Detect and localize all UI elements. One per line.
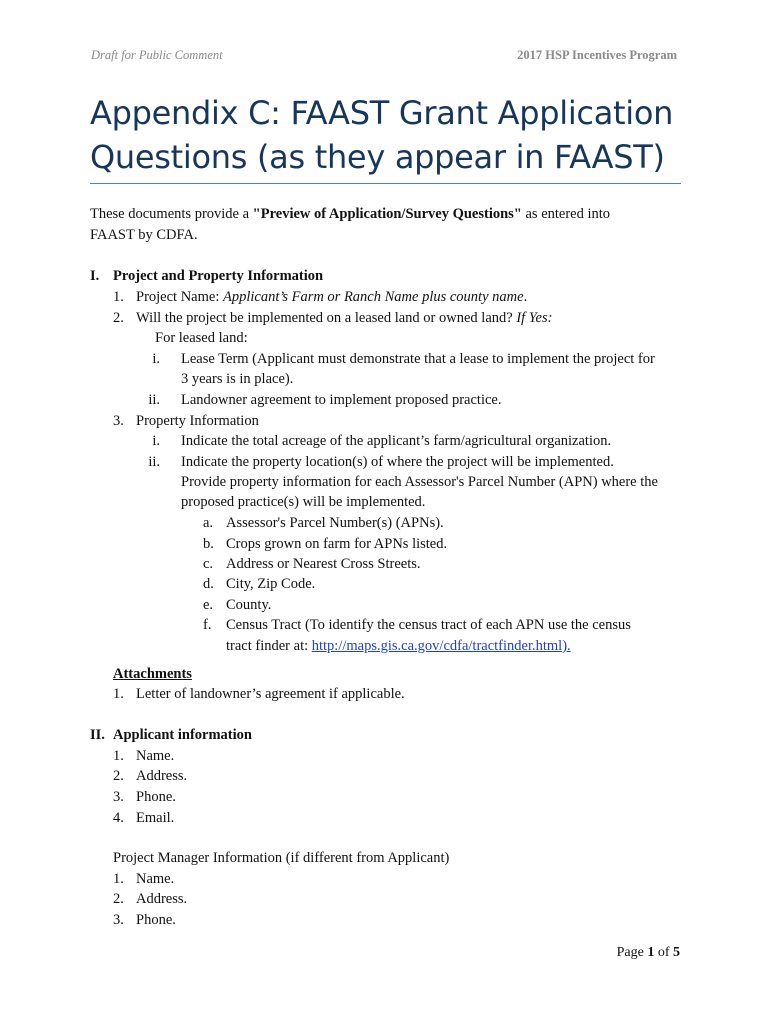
- list-number: 3.: [113, 912, 124, 928]
- list-number: 2.: [113, 768, 124, 784]
- lease-term-text-cont: 3 years is in place).: [181, 371, 294, 387]
- page-label: Page: [616, 945, 648, 960]
- intro-bold-text: "Preview of Application/Survey Questions": [252, 206, 522, 222]
- tract-finder-label: tract finder at:: [226, 638, 312, 654]
- list-number: 1.: [113, 871, 124, 887]
- header-program-label: 2017 HSP Incentives Program: [517, 48, 677, 62]
- list-number: 1.: [113, 686, 124, 702]
- list-number: 1.: [113, 289, 124, 305]
- acreage-text: Indicate the total acreage of the applicant’s farm/agricultural organization.: [181, 433, 612, 449]
- question-italic: If Yes:: [516, 310, 553, 326]
- leased-land-label: For leased land:: [155, 330, 248, 346]
- page-of: of: [654, 945, 673, 960]
- header-draft-label: Draft for Public Comment: [91, 48, 223, 62]
- list-item: Phone.: [136, 789, 176, 805]
- section-1-heading: Project and Property Information: [113, 268, 324, 284]
- question-italic: Applicant’s Farm or Ranch Name plus county name: [222, 289, 524, 305]
- list-number: 1.: [113, 748, 124, 764]
- current-page: 1: [647, 945, 655, 960]
- intro-text: These documents provide a: [90, 206, 253, 222]
- roman-numeral: i.: [152, 433, 160, 449]
- intro-line-2: FAAST by CDFA.: [90, 227, 198, 243]
- list-item: Phone.: [136, 912, 176, 928]
- total-pages: 5: [673, 945, 680, 960]
- property-location-text-cont: Provide property information for each Assessor's Parcel Number (APN) where the: [181, 474, 658, 490]
- title-rule: [90, 183, 681, 184]
- list-item: City, Zip Code.: [226, 576, 316, 592]
- question-period: .: [523, 289, 528, 305]
- property-location-text-cont: proposed practice(s) will be implemented.: [181, 494, 426, 510]
- section-2-heading: Applicant information: [113, 727, 252, 743]
- property-information-label: Property Information: [136, 413, 259, 429]
- tract-finder-link[interactable]: http://maps.gis.ca.gov/cdfa/tractfinder.html).: [311, 638, 571, 654]
- project-manager-heading: Project Manager Information (if different from Applicant): [113, 850, 450, 866]
- list-letter: c.: [203, 556, 214, 572]
- roman-numeral: ii.: [148, 392, 160, 408]
- list-number: 2.: [113, 891, 124, 907]
- question-land-type: [136, 308, 552, 328]
- list-item: Census Tract (To identify the census tract of each APN use the census: [226, 617, 631, 633]
- list-item: Name.: [136, 871, 175, 887]
- landowner-agreement-text: Landowner agreement to implement proposed practice.: [181, 392, 502, 408]
- tract-finder-line: [226, 636, 571, 656]
- list-item: Address or Nearest Cross Streets.: [226, 556, 421, 572]
- section-2-numeral: II.: [90, 727, 105, 743]
- question-label: Project Name:: [136, 289, 223, 305]
- attachments-heading: Attachments: [113, 666, 192, 682]
- list-item: County.: [226, 597, 272, 613]
- list-number: 3.: [113, 789, 124, 805]
- roman-numeral: i.: [152, 351, 160, 367]
- list-letter: f.: [203, 617, 212, 633]
- list-item: Address.: [136, 891, 188, 907]
- section-1-numeral: I.: [90, 268, 100, 284]
- intro-text-end: as entered into: [521, 206, 611, 222]
- list-letter: b.: [203, 536, 214, 552]
- list-number: 2.: [113, 310, 124, 326]
- list-item: Assessor's Parcel Number(s) (APNs).: [226, 515, 444, 531]
- list-number: 3.: [113, 413, 124, 429]
- list-item: Email.: [136, 810, 175, 826]
- intro-line-1: [90, 204, 610, 224]
- list-letter: e.: [203, 597, 214, 613]
- property-location-text: Indicate the property location(s) of where the project will be implemented.: [181, 454, 614, 470]
- list-item: Address.: [136, 768, 188, 784]
- question-project-name: [136, 287, 527, 307]
- lease-term-text: Lease Term (Applicant must demonstrate that a lease to implement the project for: [181, 351, 655, 367]
- list-item: Crops grown on farm for APNs listed.: [226, 536, 448, 552]
- question-label: Will the project be implemented on a leased land or owned land?: [136, 310, 517, 326]
- page-number: [617, 945, 680, 961]
- attachment-item: Letter of landowner’s agreement if applicable.: [136, 686, 405, 702]
- list-letter: a.: [203, 515, 214, 531]
- list-item: Name.: [136, 748, 175, 764]
- list-number: 4.: [113, 810, 124, 826]
- page-title-line-2: Questions (as they appear in FAAST): [90, 138, 665, 176]
- roman-numeral: ii.: [148, 454, 160, 470]
- list-letter: d.: [203, 576, 214, 592]
- page-title-line-1: Appendix C: FAAST Grant Application: [90, 94, 674, 132]
